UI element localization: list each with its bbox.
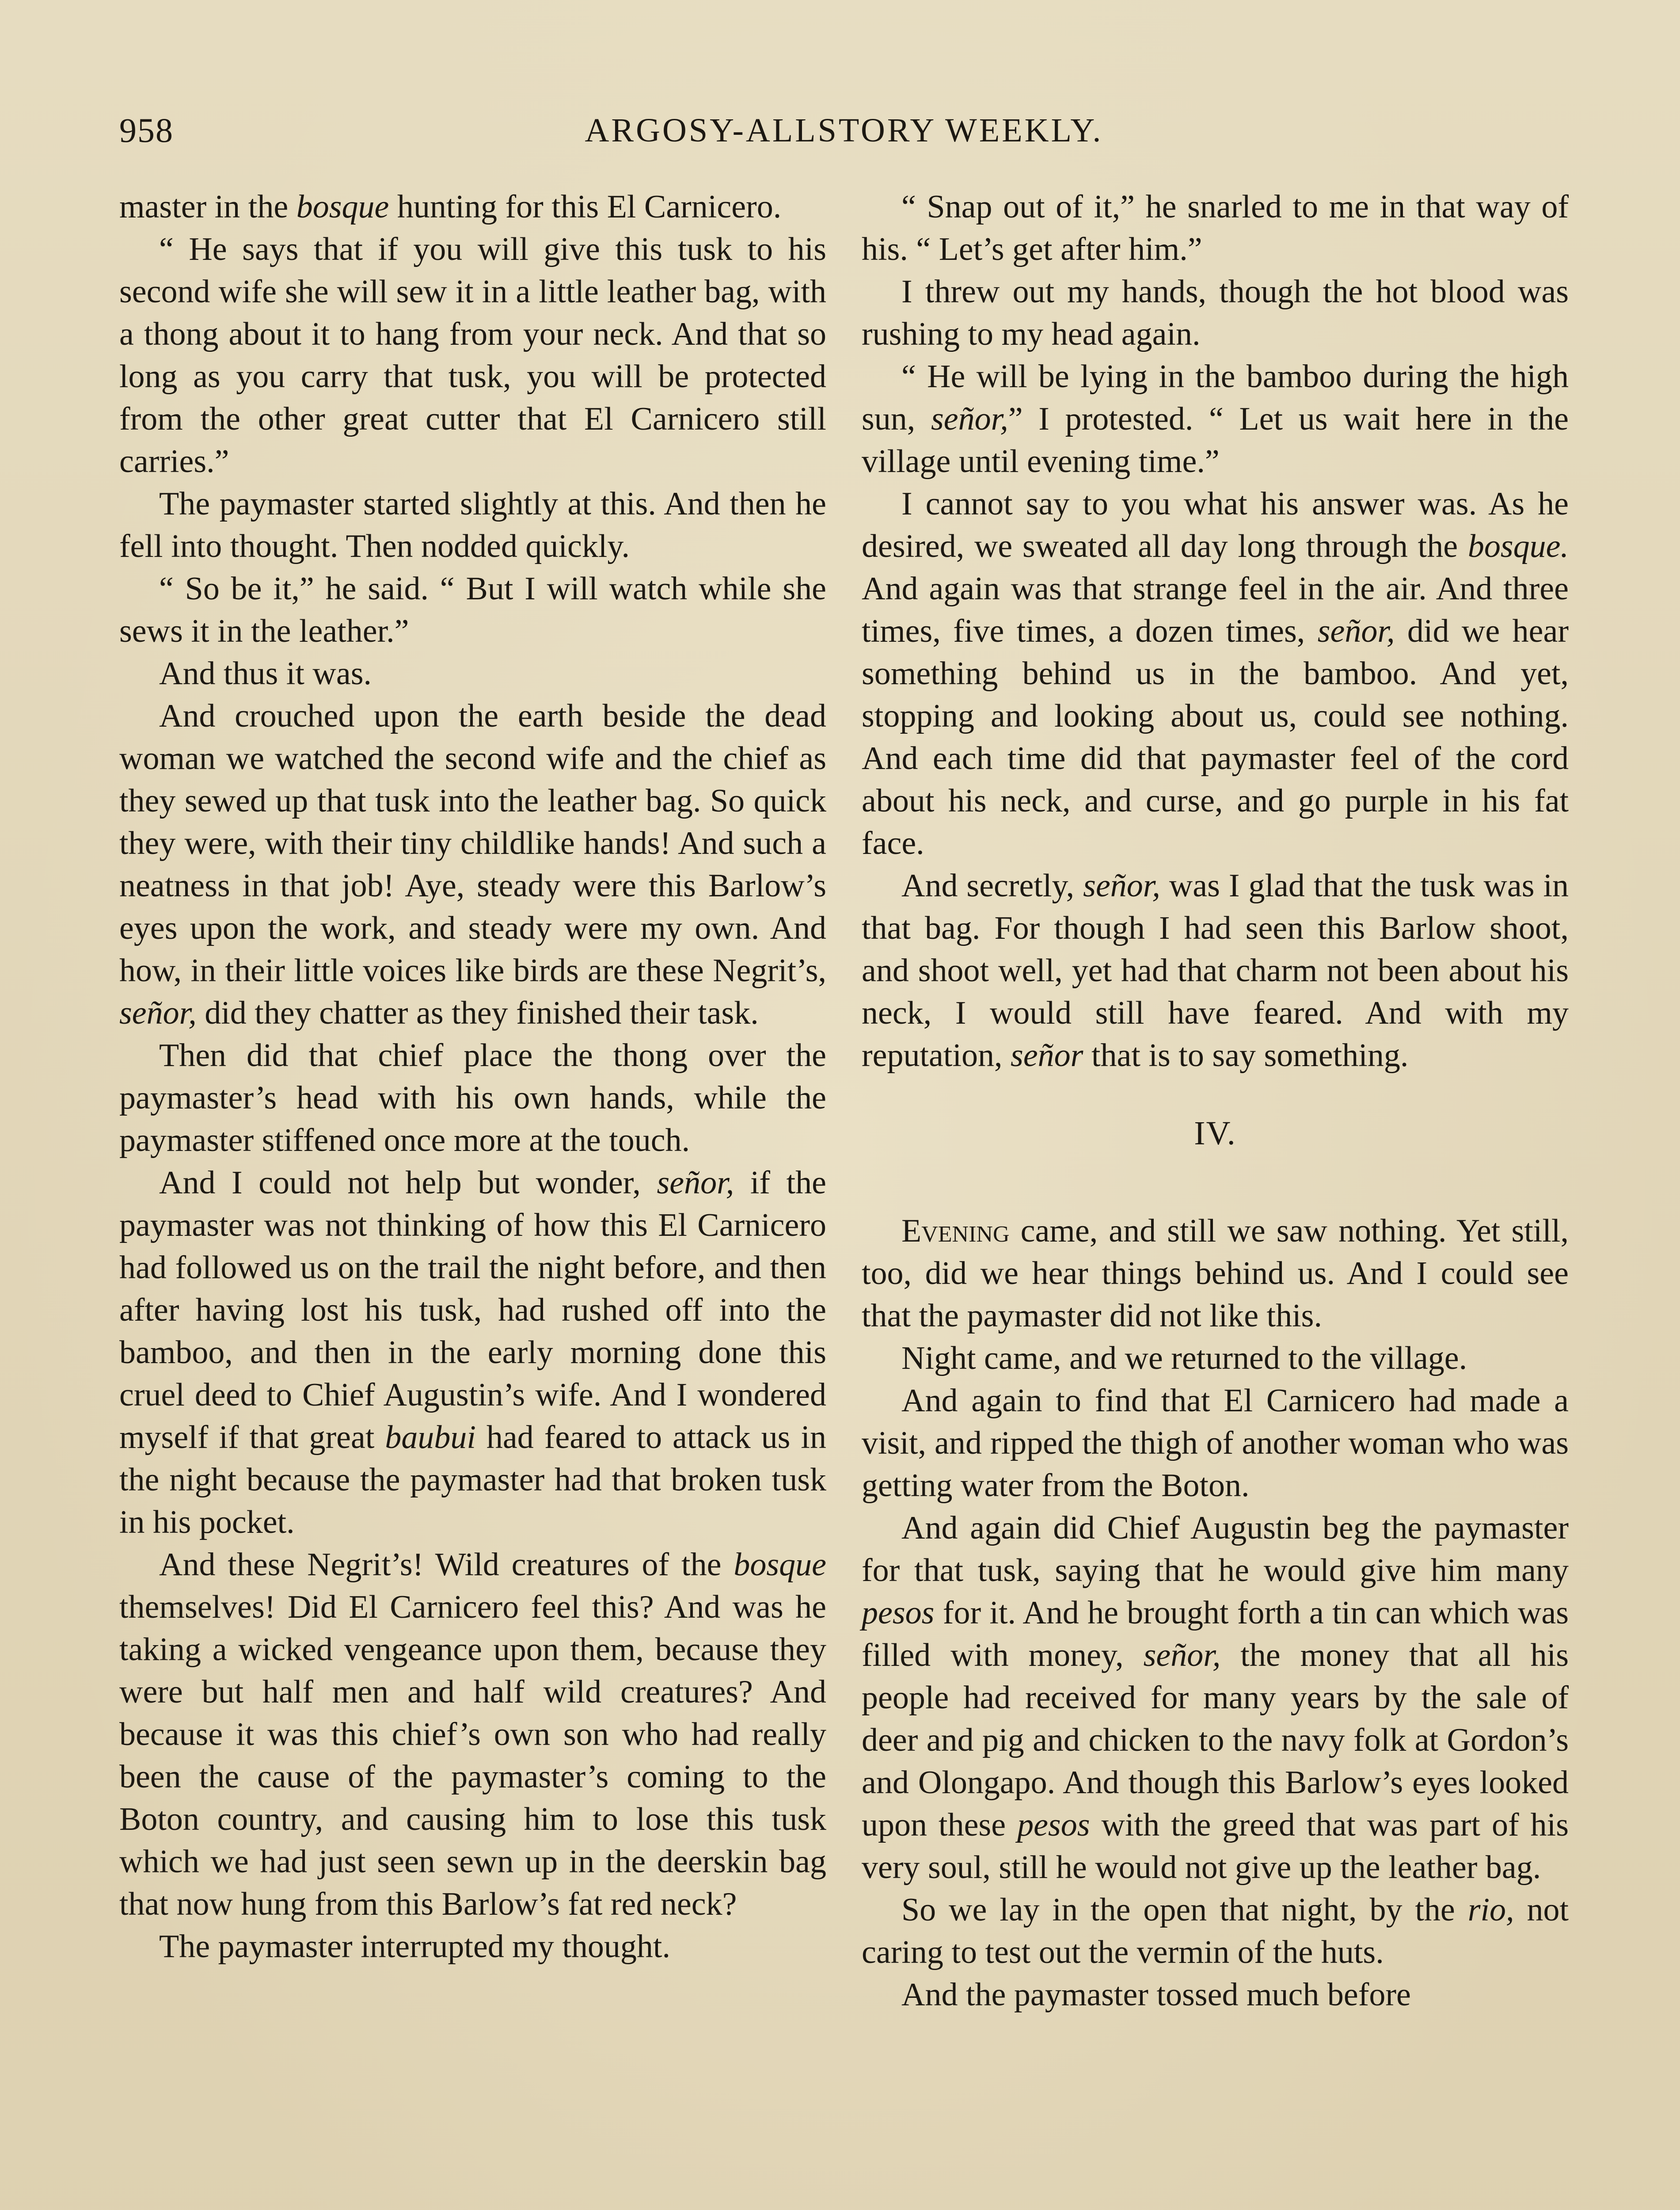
paragraph: And the paymaster tossed much before xyxy=(901,1977,1411,2013)
right-column-after-heading xyxy=(862,1210,1569,2016)
paragraph: And crouched upon the earth beside the dead woman we watched the second wife and the chief as they sewed up that tusk into the leather bag. So quick they were, with their tiny childlike hands! And such a neatness in that job! Aye, steady were this Barlow’s eyes upon the work, and steady were my own. And how, in their little voices like birds are these Negrit’s, señor, did they chatter as they finished their task. xyxy=(119,698,826,1031)
paragraph: I cannot say to you what his answer was. As he desired, we sweated all day long through the bosque. And again was that strange feel in the air. And three times, five times, a dozen times, señor, did we hear something behind us in the bamboo. And yet, stopping and looking about us, could see nothing. And each time did that paymaster feel of the cord about his neck, and curse, and go purple in his fat face. xyxy=(862,486,1569,861)
paragraph: The paymaster interrupted my thought. xyxy=(159,1928,670,1965)
paragraph: Evening came, and still we saw nothing. Yet still, too, did we hear things behind us. And I could see that the paymaster did not like this. xyxy=(862,1213,1569,1334)
paragraph: Then did that chief place the thong over the paymaster’s head with his own hands, while the paymaster stiffened once more at the touch. xyxy=(119,1037,826,1158)
paragraph: And I could not help but wonder, señor, if the paymaster was not thinking of how this El Carnicero had followed us on the trail the night before, and then after having lost his tusk, had rushed off into the bamboo, and then in the early morning done this cruel deed to Chief Augustin’s wife. And I wondered myself if that great baubui had feared to attack us in the night because the paymaster had that broken tusk in his pocket. xyxy=(119,1165,827,1540)
paragraph: “ So be it,” he said. “ But I will watch while she sews it in the leather.” xyxy=(119,571,826,649)
paragraph: “ He says that if you will give this tusk to his second wife she will sew it in a little leather bag, with a thong about it to hang from your neck. And that so long as you carry that tusk, you will be protected from the other great cutter that El Carnicero still carries.” xyxy=(119,231,826,480)
page-header xyxy=(119,106,1569,155)
paragraph: And thus it was. xyxy=(159,655,372,692)
paragraph: Night came, and we returned to the village. xyxy=(901,1340,1467,1376)
paragraph: “ Snap out of it,” he snarled to me in that way of his. “ Let’s get after him.” xyxy=(862,189,1569,267)
paragraph: master in the bosque hunting for this El Carnicero. xyxy=(119,189,782,225)
running-title: ARGOSY-ALLSTORY WEEKLY. xyxy=(585,112,1103,149)
paragraph: And again to find that El Carnicero had made a visit, and ripped the thigh of another woman who was getting water from the Boton. xyxy=(862,1383,1569,1504)
section-heading: IV. xyxy=(1194,1115,1236,1152)
page-number: 958 xyxy=(119,111,174,149)
paragraph: And again did Chief Augustin beg the paymaster for that tusk, saying that he would give him many pesos for it. And he brought forth a tin can which was filled with money, señor, the money that all his people had received for many years by the sale of deer and pig and chicken to the navy folk at Gordon’s and Olongapo. And though this Barlow’s eyes looked upon these pesos with the greed that was part of his very soul, still he would not give up the leather bag. xyxy=(862,1510,1569,1886)
right-column-before-heading xyxy=(862,186,1569,1077)
left-text-column xyxy=(119,186,826,1968)
paragraph: “ He will be lying in the bamboo during the high sun, señor,” I protested. “ Let us wait here in the village until evening time.” xyxy=(862,358,1569,480)
right-text-column xyxy=(862,186,1569,2016)
paragraph: The paymaster started slightly at this. And then he fell into thought. Then nodded quickly. xyxy=(119,486,826,564)
paragraph: So we lay in the open that night, by the rio, not caring to test out the vermin of the huts. xyxy=(862,1892,1569,1970)
paragraph: And these Negrit’s! Wild creatures of the bosque themselves! Did El Carnicero feel this? And was he taking a wicked vengeance upon them, because they were but half men and half wild creatures? And because it was this chief’s own son who had really been the cause of the paymaster’s coming to the Boton country, and causing him to lose this tusk which we had just seen sewn up in the deerskin bag that now hung from this Barlow’s fat red neck? xyxy=(119,1547,826,1922)
paragraph: And secretly, señor, was I glad that the tusk was in that bag. For though I had seen this Barlow shoot, and shoot well, yet had that charm not been about his neck, I would still have feared. And with my reputation, señor that is to say something. xyxy=(862,868,1569,1074)
paragraph: I threw out my hands, though the hot blood was rushing to my head again. xyxy=(862,274,1569,352)
